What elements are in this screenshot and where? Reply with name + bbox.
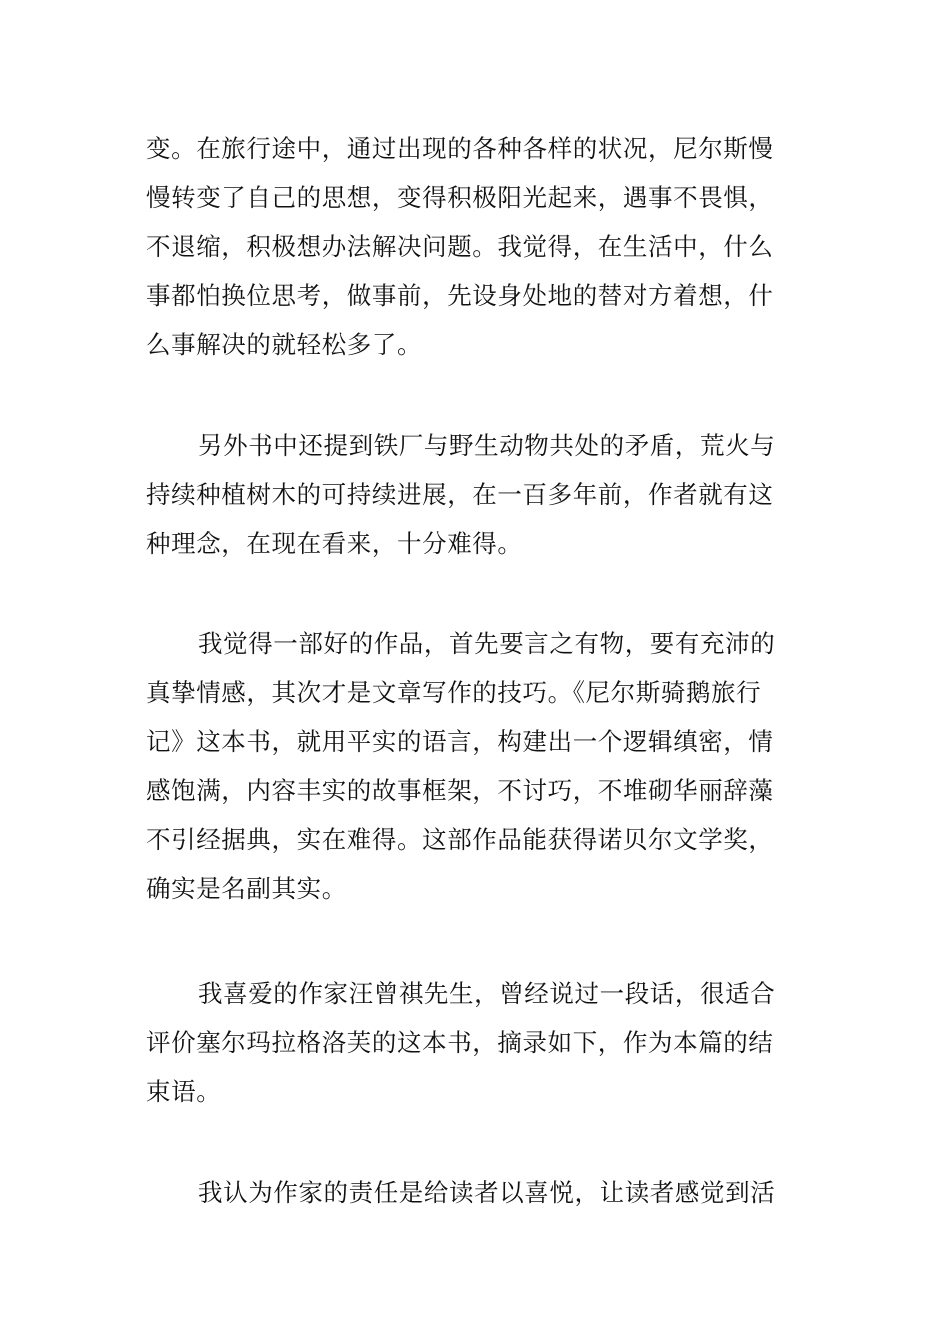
paragraph-line: 我喜爱的作家汪曾祺先生，曾经说过一段话，很适合 <box>198 979 776 1008</box>
paragraph-line: 束语。 <box>146 1077 222 1106</box>
paragraph-3 <box>146 619 808 913</box>
paragraph-line: 我认为作家的责任是给读者以喜悦，让读者感觉到活 <box>198 1178 776 1207</box>
paragraph-5 <box>146 1168 808 1217</box>
paragraph-line: 真挚情感，其次才是文章写作的技巧。《尼尔斯骑鹅旅行 <box>146 678 762 707</box>
paragraph-line: 持续种植树木的可持续进展，在一百多年前，作者就有这 <box>146 480 774 509</box>
paragraph-line: 另外书中还提到铁厂与野生动物共处的矛盾，荒火与 <box>198 431 776 460</box>
paragraph-1 <box>146 124 808 369</box>
paragraph-line: 我觉得一部好的作品，首先要言之有物，要有充沛的 <box>198 629 776 658</box>
paragraph-line: 确实是名副其实。 <box>146 874 347 903</box>
paragraph-line: 不退缩，积极想办法解决问题。我觉得，在生活中，什么 <box>146 232 774 261</box>
paragraph-line: 评价塞尔玛拉格洛芙的这本书，摘录如下，作为本篇的结 <box>146 1028 774 1057</box>
paragraph-line: 慢转变了自己的思想，变得积极阳光起来，遇事不畏惧， <box>146 183 774 212</box>
paragraph-line: 感饱满，内容丰实的故事框架，不讨巧，不堆砌华丽辞藻 <box>146 776 774 805</box>
paragraph-line: 记》这本书，就用平实的语言，构建出一个逻辑缜密，情 <box>146 727 774 756</box>
paragraph-4 <box>146 969 808 1116</box>
paragraph-line: 事都怕换位思考，做事前，先设身处地的替对方着想，什 <box>146 281 774 310</box>
paragraph-2 <box>146 421 808 568</box>
paragraph-line: 种理念，在现在看来，十分难得。 <box>146 529 523 558</box>
paragraph-line: 么事解决的就轻松多了。 <box>146 330 423 359</box>
paragraph-line: 变。在旅行途中，通过出现的各种各样的状况，尼尔斯慢 <box>146 134 774 163</box>
paragraph-line: 不引经据典，实在难得。这部作品能获得诺贝尔文学奖， <box>146 825 774 854</box>
